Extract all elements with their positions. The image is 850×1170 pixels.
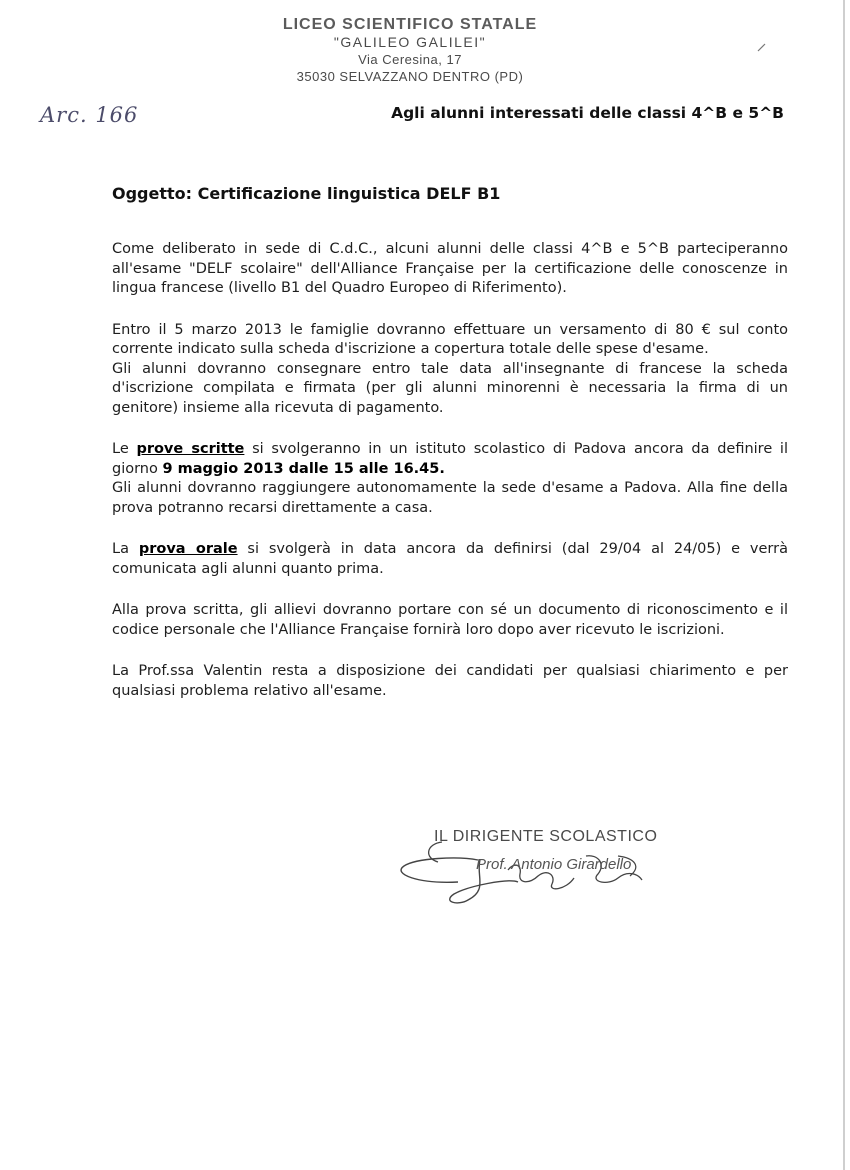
signature-name: Prof. Antonio Girardello <box>476 856 632 873</box>
school-street: Via Ceresina, 17 <box>358 52 462 67</box>
payment-text: Entro il 5 marzo 2013 le famiglie dovranno effettuare un versamento di 80 € sul conto corrente indicato sulla scheda d'iscrizione a copertura totale delle spese d'esame. <box>112 321 788 357</box>
oral-text: si svolgerà in data ancora da definirsi (dal 29/04 al 24/05) e verrà comunicata agli alunni quanto prima. <box>112 541 788 577</box>
letterhead <box>250 16 570 85</box>
signature-title: IL DIRIGENTE SCOLASTICO <box>434 828 658 845</box>
written-middle: si svolgeranno in un istituto scolastico di Padova ancora da definire il giorno <box>112 441 788 477</box>
school-city: 35030 SELVAZZANO DENTRO (PD) <box>296 69 524 84</box>
paragraph-written-logistics: Gli alunni dovranno raggiungere autonomamente la sede d'esame a Padova. Alla fine della prova potranno recarsi direttamente a casa. <box>112 480 788 516</box>
school-name: LICEO SCIENTIFICO STATALE <box>282 16 538 33</box>
paragraph-oral-exam <box>112 540 788 579</box>
paragraph-documents: Alla prova scritta, gli allievi dovranno portare con sé un documento di riconoscimento e il codice personale che l'Alliance Française fornirà loro dopo aver ricevuto le iscrizioni. <box>112 602 788 638</box>
school-subname: "GALILEO GALILEI" <box>333 34 487 50</box>
signature-block <box>398 820 658 920</box>
letter-body <box>112 240 788 723</box>
written-emphasis: prove scritte <box>136 441 245 457</box>
scan-edge-line <box>843 0 845 1170</box>
written-date: 9 maggio 2013 dalle 15 alle 16.45. <box>162 460 445 477</box>
subject-line: Oggetto: Certificazione linguistica DELF B1 <box>112 184 501 203</box>
handwritten-protocol-note: Arc. 166 <box>40 103 139 127</box>
recipients-line: Agli alunni interessati delle classi 4^B e 5^B <box>391 104 784 122</box>
paragraph-registration: Gli alunni dovranno consegnare entro tale data all'insegnante di francese la scheda d'iscrizione compilata e firmata (per gli alunni minorenni è necessaria la firma di un genitore) insieme alla ricevuta di pagamento. <box>112 360 788 416</box>
written-prefix: Le <box>112 441 137 457</box>
paragraph-payment <box>112 321 788 360</box>
oral-emphasis: prova orale <box>138 541 238 557</box>
paragraph-intro: Come deliberato in sede di C.d.C., alcuni alunni delle classi 4^B e 5^B parteciperanno all'esame "DELF scolaire" dell'Alliance Française per la certificazione delle conoscenze in lingua francese (livello B1 del Quadro Europeo di Riferimento). <box>112 241 788 296</box>
paragraph-written-exam <box>112 440 788 479</box>
oral-prefix: La <box>112 541 139 557</box>
paragraph-contact: La Prof.ssa Valentin resta a disposizione dei candidati per qualsiasi chiarimento e per qualsiasi problema relativo all'esame. <box>112 663 788 699</box>
pen-mark-icon <box>757 42 767 52</box>
